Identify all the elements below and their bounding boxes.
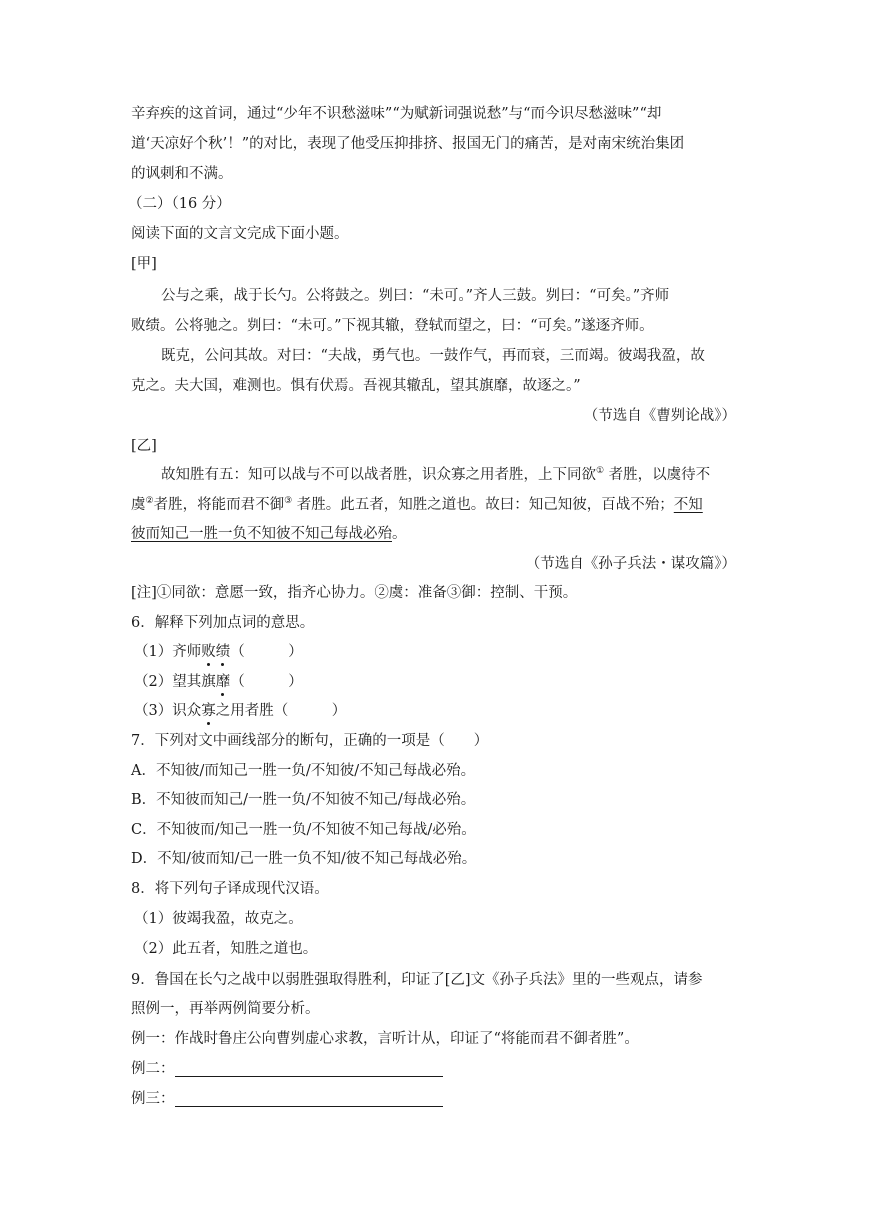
question-6-item-2 <box>134 672 303 692</box>
yi-line-3-end: 。 <box>392 526 407 542</box>
q6-item-3-suffix[interactable]: 之用者胜（ ） <box>215 703 347 719</box>
underlined-passage-start: 不知 <box>673 497 703 513</box>
option-a[interactable]: A．不知彼/而知己一胜一负/不知彼/不知己每战必殆。 <box>131 763 476 779</box>
question-6-item-3 <box>134 701 346 721</box>
answer-blank[interactable]: （ ） <box>230 644 303 660</box>
example-2 <box>131 1059 443 1079</box>
section-instruction: 阅读下面的文言文完成下面小题。 <box>131 226 349 242</box>
question-6-stem: 6．解释下列加点词的意思。 <box>131 615 315 631</box>
example-3-answer-line[interactable] <box>175 1092 443 1107</box>
yi-source: （节选自《孙子兵法・谋攻篇》） <box>525 556 736 572</box>
dotted-char: 败 <box>201 644 216 660</box>
question-8-item-2: （2）此五者，知胜之道也。 <box>134 941 318 957</box>
dotted-char: 靡 <box>215 674 231 690</box>
example-1: 例一：作战时鲁庄公向曹刿虚心求教，言听计从，印证了“将能而君不御者胜”。 <box>131 1031 639 1047</box>
example-3 <box>131 1089 443 1109</box>
q6-item-2-prefix: （2）望其旗 <box>134 674 216 690</box>
footnote-marker-2: ② <box>145 496 154 507</box>
jia-paragraph-2-line-2: 克之。夫大国，难测也。惧有伏焉。吾视其辙乱，望其旗靡，故逐之。” <box>131 378 581 394</box>
dotted-char: 寡 <box>201 703 216 719</box>
jia-paragraph-1-line-1: 公与之乘，战于长勺。公将鼓之。刿曰：“未可。”齐人三鼓。刿曰：“可矣。”齐师 <box>161 288 670 304</box>
question-6-item-1 <box>134 642 303 662</box>
footnote-marker-3: ③ <box>284 496 293 507</box>
intro-line-1: 辛弃疾的这首词，通过“少年不识愁滋味”“为赋新词强说愁”与“而今识尽愁滋味”“却 <box>131 106 662 122</box>
jia-source: （节选自《曹刿论战》） <box>583 408 736 424</box>
underlined-passage: 彼而知己一胜一负不知彼不知己每战必殆 <box>131 526 392 542</box>
jia-paragraph-2-line-1: 既克，公问其故。对曰：“夫战，勇气也。一鼓作气，再而衰，三而竭。彼竭我盈，故 <box>161 348 705 364</box>
example-3-label: 例三： <box>131 1091 175 1107</box>
q6-item-1-prefix: （1）齐师 <box>134 644 202 660</box>
q6-item-3-prefix: （3）识众 <box>134 703 202 719</box>
jia-label: [甲] <box>131 256 157 272</box>
annotation-note: [注]①同欲：意愿一致，指齐心协力。②虞：准备③御：控制、干预。 <box>131 585 578 601</box>
yi-line-3 <box>131 524 407 544</box>
dotted-char: 绩 <box>215 644 231 660</box>
option-d[interactable]: D．不知/彼而知/己一胜一负不知/彼不知己每战必殆。 <box>131 851 477 867</box>
question-9-stem-line-2: 照例一，再举两例简要分析。 <box>131 1001 320 1017</box>
yi-line-2-start: 虞 <box>131 497 146 513</box>
question-8-stem: 8．将下列句子译成现代汉语。 <box>131 881 329 897</box>
yi-line-1-text: 故知胜有五：知可以战与不可以战者胜，识众寡之用者胜，上下同欲 <box>161 467 596 483</box>
yi-line-1-rest: 者胜，以虞待不 <box>604 467 711 483</box>
question-7-stem: 7．下列对文中画线部分的断句，正确的一项是（ ） <box>131 733 489 749</box>
option-c[interactable]: C．不知彼而/知己一胜一负/不知彼不知己每战/必殆。 <box>131 822 476 838</box>
section-heading: （二）（16 分） <box>128 196 231 212</box>
jia-paragraph-1-line-2: 败绩。公将驰之。刿曰：“未可。”下视其辙，登轼而望之，曰：“可矣。”遂逐齐师。 <box>131 318 654 334</box>
yi-line-2-mid: 者胜，将能而君不御 <box>153 497 285 513</box>
option-b[interactable]: B．不知彼而知己/一胜一负/不知彼不知己/每战必殆。 <box>131 792 476 808</box>
yi-line-2-text: 者胜。此五者，知胜之道也。故曰：知己知彼，百战不殆； <box>292 497 674 513</box>
yi-line-1 <box>161 465 710 485</box>
question-9-stem-line-1: 9．鲁国在长勺之战中以弱胜强取得胜利，印证了[乙]文《孙子兵法》里的一些观点，请参 <box>131 972 703 988</box>
answer-blank[interactable]: （ ） <box>230 674 303 690</box>
yi-label: [乙] <box>131 438 157 454</box>
intro-line-3: 的讽刺和不满。 <box>131 166 233 182</box>
example-2-answer-line[interactable] <box>175 1062 443 1077</box>
question-8-item-1: （1）彼竭我盈，故克之。 <box>134 911 303 927</box>
yi-line-2 <box>131 495 703 515</box>
footnote-marker-1: ① <box>596 466 605 477</box>
intro-line-2: 道‘天凉好个秋’！”的对比，表现了他受压抑排挤、报国无门的痛苦，是对南宋统治集团 <box>131 136 685 152</box>
example-2-label: 例二： <box>131 1061 175 1077</box>
